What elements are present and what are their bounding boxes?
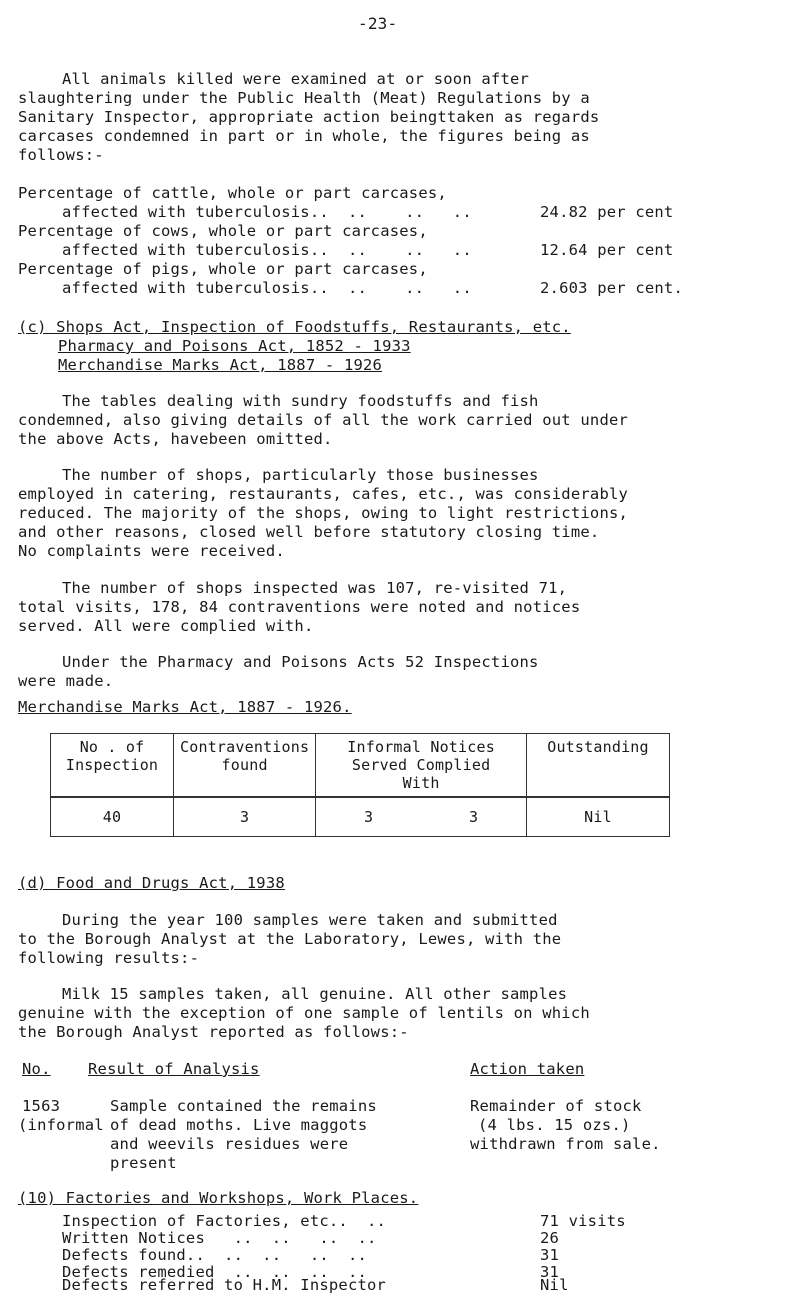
result-line: of dead moths. Live maggots — [110, 1116, 368, 1134]
paragraph-line: No complaints were received. — [18, 542, 285, 560]
cell-contraventions: 3 — [174, 797, 316, 837]
paragraph-line: The number of shops, particularly those businesses — [62, 466, 539, 484]
factory-item-label: Written Notices .. .. .. .. — [62, 1229, 377, 1247]
percentage-value: 24.82 per cent — [540, 203, 674, 221]
column-heading-action: Action taken — [470, 1060, 585, 1078]
sample-note: (informal — [18, 1116, 104, 1134]
result-line: and weevils residues were — [110, 1135, 349, 1153]
factory-item-value: 26 — [540, 1229, 560, 1247]
section-c-heading: (c) Shops Act, Inspection of Foodstuffs, Restaurants, etc. — [18, 318, 571, 336]
percentage-label: Percentage of cows, whole or part carcases, — [18, 222, 428, 240]
percentage-label: affected with tuberculosis.. .. .. .. — [62, 279, 472, 297]
header-outstanding: Outstanding — [527, 734, 670, 798]
paragraph-line: following results:- — [18, 949, 200, 967]
column-heading-result: Result of Analysis — [88, 1060, 260, 1078]
factory-item-label: Defects remedied .. .. .. .. — [62, 1263, 368, 1281]
paragraph-line: and other reasons, closed well before statutory closing time. — [18, 523, 600, 541]
intro-line: carcases condemned in part or in whole, the figures being as — [18, 127, 590, 145]
table-header-row — [51, 734, 670, 798]
paragraph-line: employed in catering, restaurants, cafes, etc., was considerably — [18, 485, 629, 503]
paragraph-line: were made. — [18, 672, 114, 690]
percentage-label: Percentage of cattle, whole or part carcases, — [18, 184, 447, 202]
intro-line: follows:- — [18, 146, 104, 164]
cell-complied: 3 — [421, 797, 526, 837]
section-d-heading: (d) Food and Drugs Act, 1938 — [18, 874, 285, 892]
paragraph-line: total visits, 178, 84 contraventions were noted and notices — [18, 598, 581, 616]
result-line: present — [110, 1154, 177, 1172]
page-number: -23- — [358, 14, 398, 33]
result-line: Sample contained the remains — [110, 1097, 377, 1115]
action-line: (4 lbs. 15 ozs.) — [478, 1116, 631, 1134]
sample-number: 1563 — [22, 1097, 61, 1115]
paragraph-line: Under the Pharmacy and Poisons Acts 52 Inspections — [62, 653, 539, 671]
paragraph-line: genuine with the exception of one sample of lentils on which — [18, 1004, 590, 1022]
percentage-value: 12.64 per cent — [540, 241, 674, 259]
header-informal-notices: Informal Notices Served Complied With — [316, 734, 527, 798]
paragraph-line: During the year 100 samples were taken and submitted — [62, 911, 558, 929]
paragraph-line: served. All were complied with. — [18, 617, 314, 635]
header-inspections: No . of Inspection — [51, 734, 174, 798]
factory-item-value: 71 visits — [540, 1212, 626, 1230]
action-line: Remainder of stock — [470, 1097, 642, 1115]
factory-item-label: Defects referred to H.M. Inspector — [62, 1276, 387, 1294]
cell-served: 3 — [316, 797, 421, 837]
paragraph-line: The number of shops inspected was 107, re-visited 71, — [62, 579, 568, 597]
merchandise-heading: Merchandise Marks Act, 1887 - 1926. — [18, 698, 352, 716]
table-row — [51, 797, 670, 837]
paragraph-line: The tables dealing with sundry foodstuffs and fish — [62, 392, 539, 410]
percentage-value: 2.603 per cent. — [540, 279, 683, 297]
paragraph-line: Milk 15 samples taken, all genuine. All other samples — [62, 985, 568, 1003]
cell-outstanding: Nil — [527, 797, 670, 837]
paragraph-line: the above Acts, havebeen omitted. — [18, 430, 333, 448]
paragraph-line: reduced. The majority of the shops, owing to light restrictions, — [18, 504, 629, 522]
percentage-label: affected with tuberculosis.. .. .. .. — [62, 241, 472, 259]
percentage-label: Percentage of pigs, whole or part carcases, — [18, 260, 428, 278]
contraventions-table — [50, 733, 670, 837]
section-c-heading: Merchandise Marks Act, 1887 - 1926 — [58, 356, 383, 374]
paragraph-line: to the Borough Analyst at the Laboratory, Lewes, with the — [18, 930, 562, 948]
factory-item-value: 31 — [540, 1263, 560, 1281]
factory-item-value: 31 — [540, 1246, 560, 1264]
column-heading-no: No. — [22, 1060, 51, 1078]
action-line: withdrawn from sale. — [470, 1135, 661, 1153]
factory-item-value: Nil — [540, 1276, 569, 1294]
factory-item-label: Inspection of Factories, etc.. .. — [62, 1212, 387, 1230]
intro-line: All animals killed were examined at or soon after — [62, 70, 530, 88]
percentage-label: affected with tuberculosis.. .. .. .. — [62, 203, 472, 221]
section-c-heading: Pharmacy and Poisons Act, 1852 - 1933 — [58, 337, 411, 355]
intro-line: Sanitary Inspector, appropriate action beingttaken as regards — [18, 108, 600, 126]
intro-line: slaughtering under the Public Health (Meat) Regulations by a — [18, 89, 590, 107]
section-10-heading: (10) Factories and Workshops, Work Places. — [18, 1189, 419, 1207]
paragraph-line: the Borough Analyst reported as follows:- — [18, 1023, 409, 1041]
paragraph-line: condemned, also giving details of all the work carried out under — [18, 411, 629, 429]
header-contraventions: Contraventions found — [174, 734, 316, 798]
cell-inspections: 40 — [51, 797, 174, 837]
factory-item-label: Defects found.. .. .. .. .. — [62, 1246, 368, 1264]
